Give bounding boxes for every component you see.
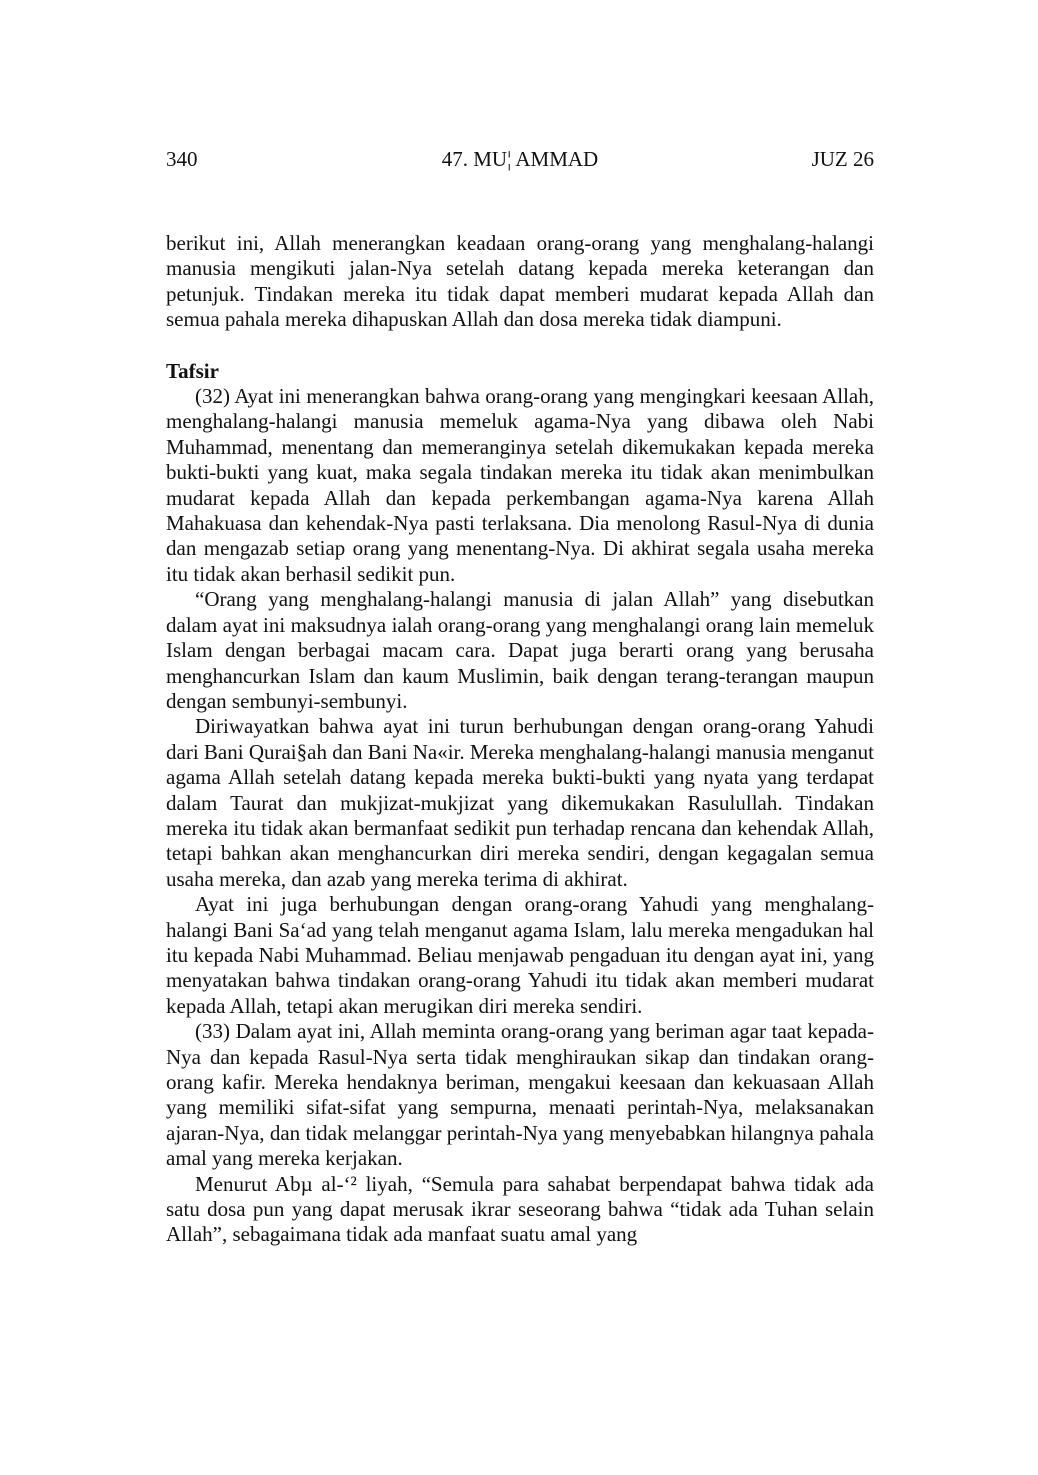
section-heading: Tafsir — [166, 358, 219, 383]
body-text — [166, 231, 874, 1248]
juz-label: JUZ 26 — [811, 147, 874, 171]
intro-paragraph: berikut ini, Allah menerangkan keadaan orang-orang yang menghalang-halangi manusia mengikuti jalan-Nya setelah datang kepada mereka keterangan dan petunjuk. Tindakan mereka itu tidak dapat memberi mudarat kepada Allah dan semua pahala mereka dihapuskan Allah dan dosa mereka tidak diampuni. — [166, 231, 874, 332]
running-header — [166, 144, 874, 174]
paragraph-bani-saad: Ayat ini juga berhubungan dengan orang-orang Yahudi yang menghalang-halangi Bani Sa‘ad yang telah menganut agama Islam, lalu mereka mengadukan hal itu kepada Nabi Muhammad. Beliau menjawab pengaduan itu dengan ayat ini, yang menyatakan bahwa tindakan orang-orang Yahudi itu tidak akan memberi mudarat kepada Allah, tetapi akan merugikan diri mereka sendiri. — [166, 892, 874, 1018]
paragraph-narration-bani-quraizah: Diriwayatkan bahwa ayat ini turun berhubungan dengan orang-orang Yahudi dari Bani Qurai§ah dan Bani Na«ir. Mereka menghalang-halangi manusia menganut agama Allah setelah datang kepada mereka bukti-bukti yang nyata yang terdapat dalam Taurat dan mukjizat-mukjizat yang dikemukakan Rasulullah. Tindakan mereka itu tidak akan bermanfaat sedikit pun terhadap rencana dan kehendak Allah, tetapi bahkan akan menghancurkan diri mereka sendiri, dengan kegagalan semua usaha mereka, dan azab yang mereka terima di akhirat. — [166, 714, 874, 891]
paragraph-quote-explanation: “Orang yang menghalang-halangi manusia di jalan Allah” yang disebutkan dalam ayat ini maksudnya ialah orang-orang yang menghalangi orang lain memeluk Islam dengan berbagai macam cara. Dapat juga berarti orang yang berusaha menghancurkan Islam dan kaum Muslimin, baik dengan terang-terangan maupun dengan sembunyi-sembunyi. — [166, 587, 874, 713]
paragraph-abu-al-aliyah: Menurut Abµ al-‘² liyah, “Semula para sahabat berpendapat bahwa tidak ada satu dosa pun yang dapat merusak ikrar seseorang bahwa “tidak ada Tuhan selain Allah”, sebagaimana tidak ada manfaat suatu amal yang — [166, 1171, 874, 1247]
chapter-title: 47. MU¦ AMMAD — [441, 147, 599, 171]
paragraph-verse-32: (32) Ayat ini menerangkan bahwa orang-orang yang mengingkari keesaan Allah, menghalang-halangi manusia memeluk agama-Nya yang dibawa oleh Nabi Muhammad, menentang dan memeranginya setelah dikemukakan kepada mereka bukti-bukti yang kuat, maka segala tindakan mereka itu tidak akan menimbulkan mudarat kepada Allah dan kepada perkembangan agama-Nya karena Allah Mahakuasa dan kehendak-Nya pasti terlaksana. Dia menolong Rasul-Nya di dunia dan mengazab setiap orang yang menentang-Nya. Di akhirat segala usaha mereka itu tidak akan berhasil sedikit pun. — [166, 384, 874, 586]
page-number: 340 — [166, 147, 198, 171]
paragraph-verse-33: (33) Dalam ayat ini, Allah meminta orang-orang yang beriman agar taat kepada-Nya dan kepada Rasul-Nya serta tidak menghiraukan sikap dan tindakan orang-orang kafir. Mereka hendaknya beriman, mengakui keesaan dan kekuasaan Allah yang memiliki sifat-sifat yang sempurna, menaati perintah-Nya, melaksanakan ajaran-Nya, dan tidak melanggar perintah-Nya yang menyebabkan hilangnya pahala amal yang mereka kerjakan. — [166, 1019, 874, 1171]
